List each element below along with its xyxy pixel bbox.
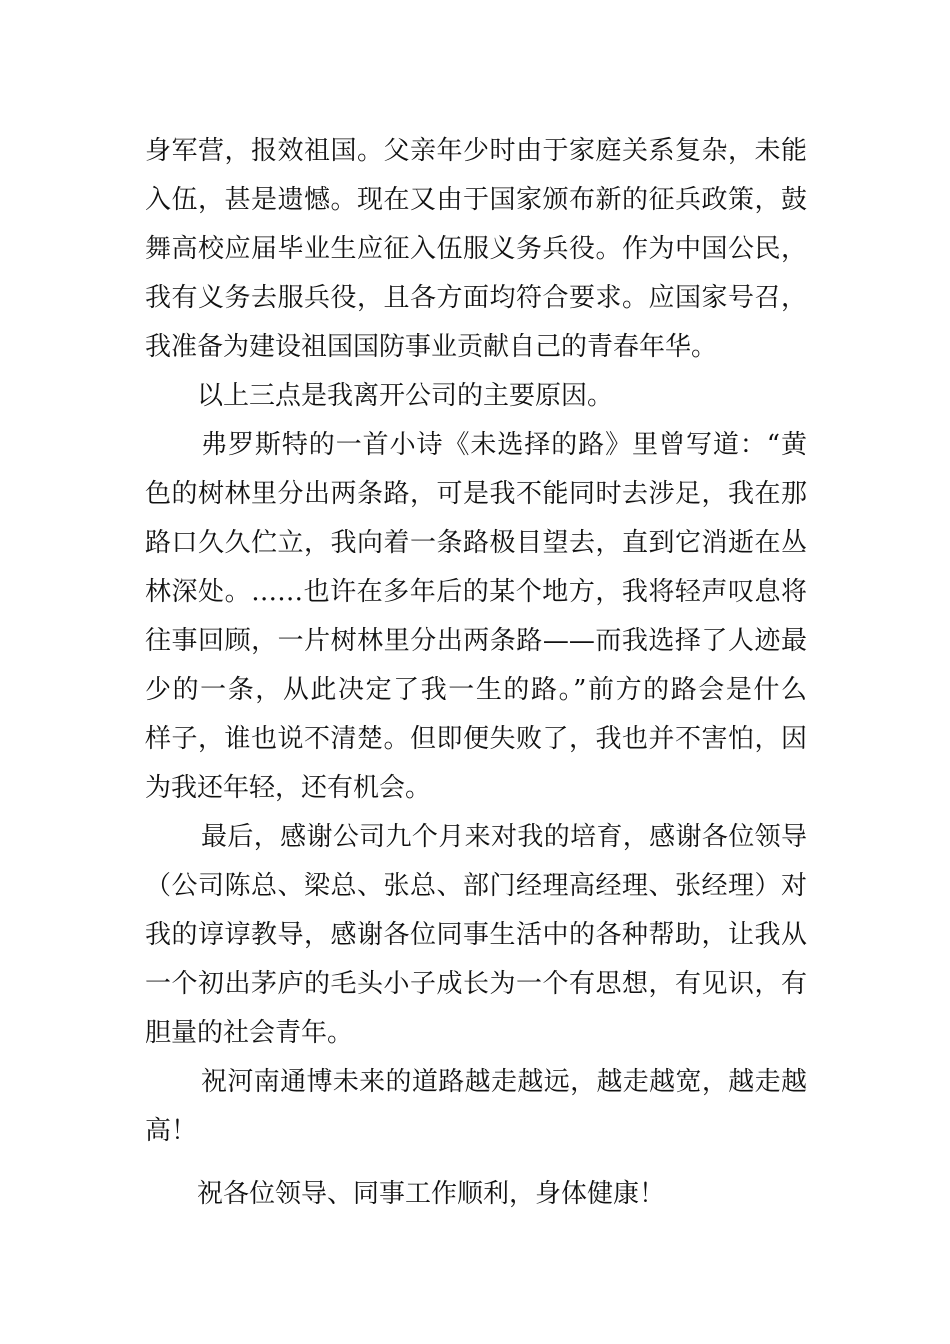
paragraph-summary: [145, 372, 807, 421]
text-line: 一个初出茅庐的毛头小子成长为一个有思想，有见识，有: [145, 969, 807, 999]
text-line: 最后，感谢公司九个月来对我的培育，感谢各位领导: [201, 822, 807, 852]
text-line: 路口久久伫立，我向着一条路极目望去，直到它消逝在丛: [145, 528, 807, 558]
text-line: （公司陈总、梁总、张总、部门经理高经理、张经理）对: [145, 871, 807, 901]
text-line: 祝各位领导、同事工作顺利，身体健康！: [197, 1179, 666, 1209]
text-line: 祝河南通博未来的道路越走越远，越走越宽，越走越: [201, 1067, 807, 1097]
text-line: 入伍，甚是遗憾。现在又由于国家颁布新的征兵政策，鼓: [145, 185, 807, 215]
text-line: 林深处。……也许在多年后的某个地方，我将轻声叹息将: [145, 577, 807, 607]
text-line: 色的树林里分出两条路，可是我不能同时去涉足，我在那: [145, 479, 807, 509]
text-line: 高！: [145, 1116, 198, 1146]
text-line: 舞高校应届毕业生应征入伍服义务兵役。作为中国公民，: [145, 234, 807, 264]
text-line: 我有义务去服兵役，且各方面均符合要求。应国家号召，: [145, 283, 807, 313]
paragraph-military-service: [145, 127, 807, 372]
text-line: 身军营，报效祖国。父亲年少时由于家庭关系复杂，未能: [145, 136, 807, 166]
paragraph-thanks: [145, 813, 807, 1058]
text-line: 胆量的社会青年。: [145, 1018, 354, 1048]
text-line: 以上三点是我离开公司的主要原因。: [197, 381, 614, 411]
text-line: 我的谆谆教导，感谢各位同事生活中的各种帮助，让我从: [145, 920, 807, 950]
paragraph-poem-quote: [145, 421, 807, 813]
paragraph-colleagues-wish: [145, 1170, 807, 1219]
text-line: 弗罗斯特的一首小诗《未选择的路》里曾写道：“黄: [201, 430, 807, 460]
text-line: 往事回顾，一片树林里分出两条路——而我选择了人迹最: [145, 626, 807, 656]
text-line: 我准备为建设祖国国防事业贡献自己的青春年华。: [145, 332, 718, 362]
text-line: 为我还年轻，还有机会。: [145, 773, 432, 803]
text-line: 少的一条，从此决定了我一生的路。”前方的路会是什么: [145, 675, 807, 705]
text-line: 样子，谁也说不清楚。但即便失败了，我也并不害怕，因: [145, 724, 807, 754]
paragraph-company-wish: [145, 1058, 807, 1156]
